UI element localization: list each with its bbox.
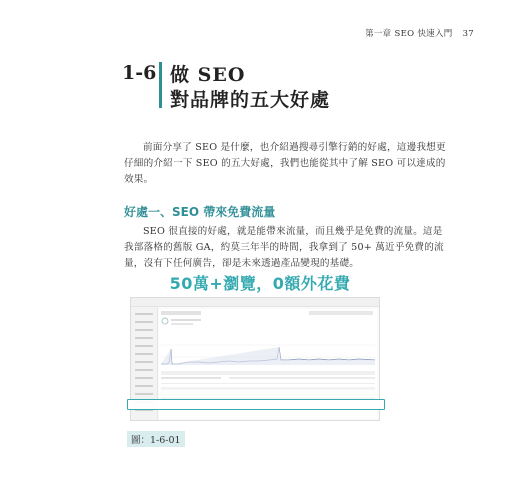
analytics-screenshot: [130, 297, 380, 421]
running-header: [365, 27, 474, 39]
intro-line: 效果。: [124, 174, 154, 185]
page-number: 37: [462, 29, 474, 39]
section-number: 1-6: [122, 62, 157, 84]
body-line: 量，沒有下任何廣告，卻是未來透過產品變現的基礎。: [124, 258, 360, 269]
screenshot-topbar: [131, 298, 379, 307]
figure-caption: 圖：1-6-01: [127, 431, 185, 447]
highlighted-total-row: [127, 399, 385, 410]
intro-paragraph: [124, 140, 446, 188]
body-paragraph: [124, 224, 444, 272]
section-title-line1: 做 SEO: [170, 64, 246, 86]
figure-callout: 50萬+瀏覽，0額外花費: [169, 274, 351, 293]
intro-line: 仔細的介紹一下 SEO 的五大好處，我們也能從其中了解 SEO 可以達成的: [124, 158, 446, 169]
intro-line: 前面分享了 SEO 是什麼，也介紹過搜尋引擎行銷的好處，這邊我想更: [143, 142, 446, 153]
body-line: 我部落格的舊版 GA，約莫三年半的時間，我拿到了 50+ 萬近乎免費的流: [124, 242, 444, 253]
section-title-line2: 對品牌的五大好處: [170, 89, 331, 111]
subheading: 好處一、SEO 帶來免費流量: [124, 205, 276, 219]
title-divider: [159, 62, 162, 108]
chapter-title: 第一章 SEO 快速入門: [365, 29, 453, 39]
body-line: SEO 很直接的好處，就是能帶來流量，而且幾乎是免費的流量。這是: [143, 226, 443, 237]
